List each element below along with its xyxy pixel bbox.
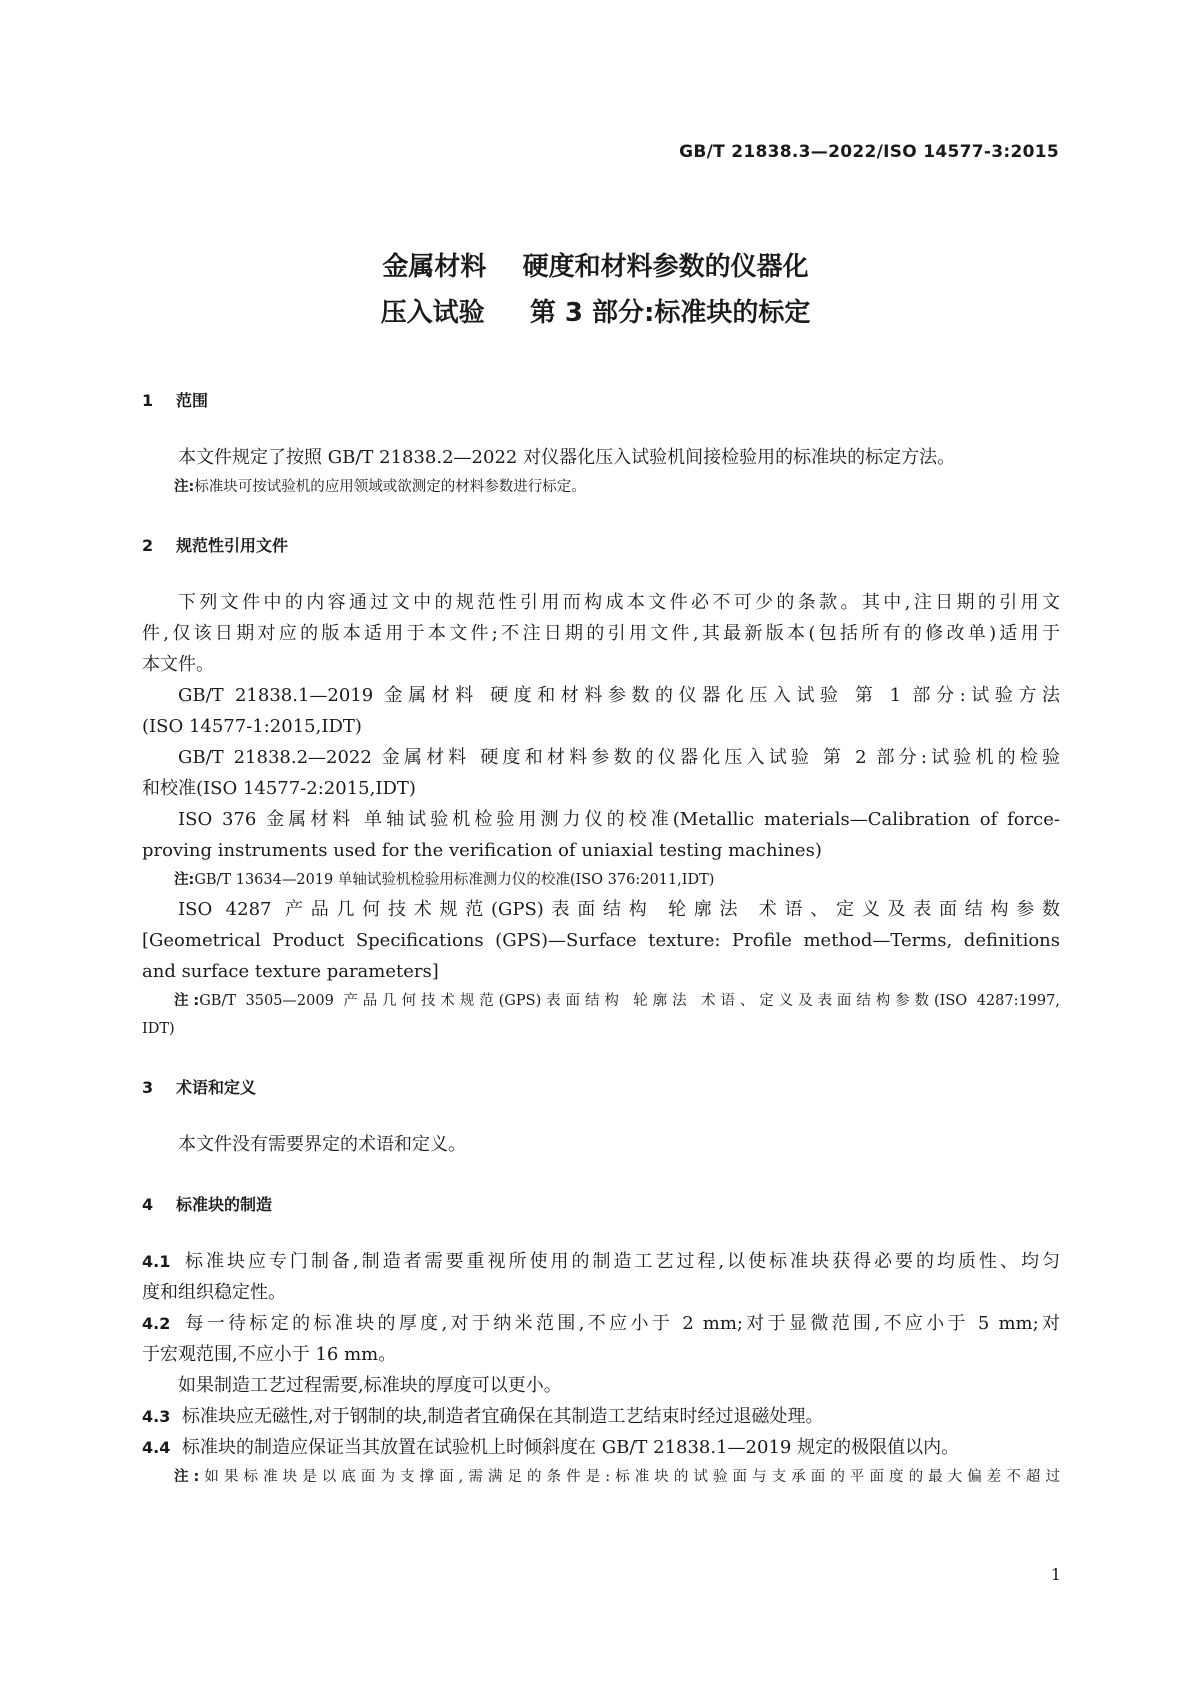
paragraph: 本文件规定了按照 GB/T 21838.2—2022 对仪器化压入试验机间接检验用的标准块的标定方法。 <box>178 447 956 468</box>
title-line-1: 金属材料 硬度和材料参数的仪器化 <box>382 252 809 282</box>
section-title: 标准块的制造 <box>176 1195 273 1214</box>
clause-4-2 <box>142 1308 1060 1339</box>
reference-entry: ISO 376 金属材料 单轴试验机检验用测力仪的校准(Metallic materials—Calibration of force- <box>178 809 1060 830</box>
clause-number: 4.3 <box>142 1407 171 1426</box>
reference-entry: GB/T 21838.1—2019 金属材料 硬度和材料参数的仪器化压入试验 第 1 部分:试验方法 <box>178 685 1060 706</box>
section-2-heading <box>142 531 1060 561</box>
clause-text: 每一待标定的标准块的厚度,对于纳米范围,不应小于 2 mm;对于显微范围,不应小于 5 mm;对 <box>182 1313 1060 1334</box>
section-4-heading <box>142 1190 1060 1220</box>
note-label: 注: <box>174 993 200 1009</box>
section-title: 规范性引用文件 <box>176 536 289 555</box>
reference-entry-cont: 和校准(ISO 14577-2:2015,IDT) <box>142 778 416 799</box>
paragraph-line: 下列文件中的内容通过文中的规范性引用而构成本文件必不可少的条款。其中,注日期的引用文 <box>178 592 1060 613</box>
note <box>142 473 1060 501</box>
clause-extra: 如果制造工艺过程需要,标准块的厚度可以更小。 <box>178 1375 562 1396</box>
note-label: 注: <box>174 1469 200 1485</box>
paragraph-line: 本文件。 <box>142 654 214 675</box>
section-number: 4 <box>142 1195 154 1214</box>
reference-entry-cont: (ISO 14577-1:2015,IDT) <box>142 716 362 737</box>
clause-number: 4.4 <box>142 1438 171 1457</box>
clause-4-1 <box>142 1246 1060 1277</box>
section-number: 2 <box>142 536 154 555</box>
paragraph: 本文件没有需要界定的术语和定义。 <box>178 1134 466 1155</box>
clause-text: 标准块的制造应保证当其放置在试验机上时倾斜度在 GB/T 21838.1—2019 规定的极限值以内。 <box>182 1437 960 1458</box>
note <box>142 987 1060 1015</box>
clause-text: 标准块应专门制备,制造者需要重视所使用的制造工艺过程,以使标准块获得必要的均质性、均匀 <box>182 1251 1060 1272</box>
note-text: 标准块可按试验机的应用领域或欲测定的材料参数进行标定。 <box>194 479 586 495</box>
clause-cont: 于宏观范围,不应小于 16 mm。 <box>142 1344 397 1365</box>
paragraph-line: 件,仅该日期对应的版本适用于本文件;不注日期的引用文件,其最新版本(包括所有的修改单)适用于 <box>142 623 1060 644</box>
note-text: 如果标准块是以底面为支撑面,需满足的条件是:标准块的试验面与支承面的平面度的最大偏差不超过 <box>199 1469 1060 1485</box>
page-number: 1 <box>1050 1565 1061 1584</box>
clause-number: 4.1 <box>142 1252 171 1271</box>
reference-entry-cont: and surface texture parameters] <box>142 961 439 982</box>
note-label: 注: <box>174 479 195 495</box>
clause-text: 标准块应无磁性,对于钢制的块,制造者宜确保在其制造工艺结束时经过退磁处理。 <box>182 1406 824 1427</box>
section-title: 范围 <box>176 391 209 410</box>
note <box>142 866 1060 894</box>
note <box>142 1463 1060 1491</box>
note-text: GB/T 13634—2019 单轴试验机检验用标准测力仪的校准(ISO 376:2011,IDT) <box>194 872 715 888</box>
section-number: 3 <box>142 1078 154 1097</box>
section-title: 术语和定义 <box>176 1078 257 1097</box>
note-cont: IDT) <box>142 1021 175 1037</box>
note-label: 注: <box>174 872 195 888</box>
section-3-heading <box>142 1073 1060 1103</box>
reference-entry: ISO 4287 产品几何技术规范(GPS)表面结构 轮廓法 术语、定义及表面结构参数 <box>178 899 1060 920</box>
section-1-heading <box>142 386 1060 416</box>
clause-number: 4.2 <box>142 1314 171 1333</box>
document-code: GB/T 21838.3—2022/ISO 14577-3:2015 <box>679 142 1059 162</box>
clause-cont: 度和组织稳定性。 <box>142 1282 286 1303</box>
clause-4-4 <box>142 1432 1060 1463</box>
reference-entry-cont: proving instruments used for the verification of uniaxial testing machines) <box>142 840 822 861</box>
clause-4-3 <box>142 1401 1060 1432</box>
document-title <box>0 244 1191 336</box>
note-text: GB/T 3505—2009 产品几何技术规范(GPS)表面结构 轮廓法 术语、定义及表面结构参数(ISO 4287:1997, <box>199 993 1060 1009</box>
title-line-2: 压入试验 第 3 部分:标准块的标定 <box>380 298 811 328</box>
reference-entry: GB/T 21838.2—2022 金属材料 硬度和材料参数的仪器化压入试验 第 2 部分:试验机的检验 <box>178 747 1060 768</box>
section-number: 1 <box>142 391 154 410</box>
document-body <box>142 386 1060 1491</box>
reference-entry-cont: [Geometrical Product Specifications (GPS)—Surface texture: Profile method—Terms, definitions <box>142 930 1060 951</box>
